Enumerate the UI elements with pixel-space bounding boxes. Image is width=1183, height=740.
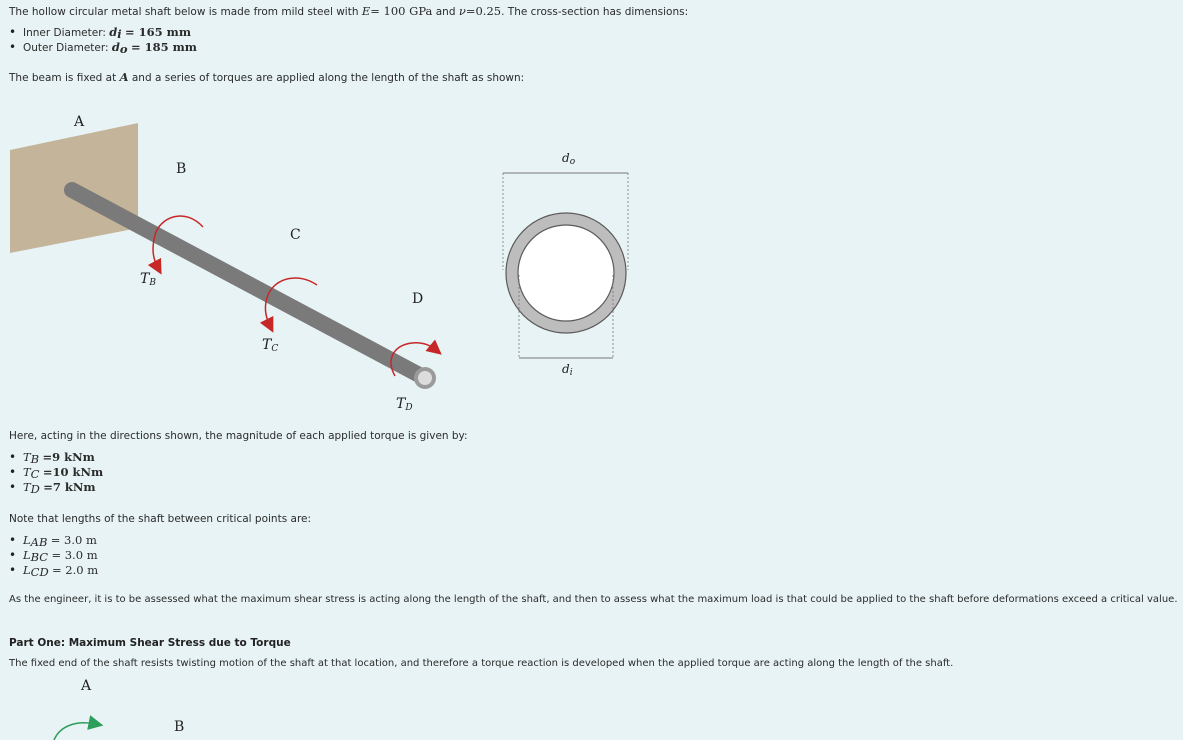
dimension-value: = 185 mm: [130, 40, 197, 54]
label-a: A: [74, 114, 85, 130]
dimensions-list: [9, 25, 197, 55]
label-b: B: [176, 161, 187, 177]
dimension-symbol: d: [109, 25, 118, 39]
dimension-label: Outer Diameter:: [23, 42, 109, 54]
part-one-text: The fixed end of the shaft resists twisting motion of the shaft at that location, and therefore a torque reaction is developed when the applied torque are acting along the length of the shaft.: [9, 658, 954, 669]
part-one-figure: [40, 712, 120, 740]
e-value: = 100 GPa: [370, 4, 433, 18]
dimension-symbol: d: [111, 40, 120, 54]
torques-list: [9, 450, 103, 495]
e-symbol: E: [361, 4, 371, 18]
nu-value: =0.25: [465, 4, 502, 18]
label-torque-b: $T_B$: [140, 271, 156, 288]
section-inner: [518, 225, 614, 321]
dimension-subscript: i: [117, 27, 122, 41]
fixed-text-b: and a series of torques are applied along the length of the shaft as shown:: [131, 72, 525, 84]
dimension-value: = 165 mm: [125, 25, 192, 39]
part-one-label-b: B: [174, 719, 185, 735]
torque-intro: Here, acting in the directions shown, the magnitude of each applied torque is given by:: [9, 430, 468, 442]
fixed-line: [9, 70, 524, 84]
part-one-label-a: A: [81, 678, 92, 694]
dimension-item: [9, 40, 197, 55]
fixed-text-a: The beam is fixed at: [9, 72, 117, 84]
dimension-label: Inner Diameter:: [23, 27, 106, 39]
label-d: D: [412, 291, 424, 307]
label-outer-diameter: $d_o$: [562, 151, 576, 167]
fixed-symbol: A: [119, 70, 129, 84]
part-one-heading: Part One: Maximum Shear Stress due to Torque: [9, 637, 291, 649]
dimension-item: [9, 25, 197, 40]
shaft-figure: [0, 100, 660, 430]
length-item: • $L_{AB} = 3.0$ m: [9, 533, 98, 548]
reaction-torque-arrow: [54, 723, 96, 740]
length-item: • $L_{BC} = 3.0$ m: [9, 548, 98, 563]
lengths-list: [9, 533, 98, 578]
label-torque-c: $T_C$: [262, 337, 279, 354]
label-torque-d: $T_D$: [396, 396, 413, 413]
intro-and: and: [435, 6, 456, 18]
label-c: C: [290, 227, 301, 243]
label-inner-diameter: $d_i$: [562, 362, 573, 378]
shaft-body: [72, 190, 425, 378]
lengths-intro: Note that lengths of the shaft between critical points are:: [9, 513, 312, 525]
intro-tail: . The cross-section has dimensions:: [501, 6, 689, 18]
shaft-bore: [418, 371, 432, 385]
torque-item: • $T_B =9$ kNm: [9, 450, 103, 465]
length-item: • $L_{CD} = 2.0$ m: [9, 563, 98, 578]
nu-symbol: ν: [458, 4, 466, 18]
torque-item: • $T_C =10$ kNm: [9, 465, 103, 480]
intro-line: [9, 4, 688, 18]
dimension-subscript: o: [119, 42, 128, 56]
torque-item: • $T_D =7$ kNm: [9, 480, 103, 495]
engineer-text: As the engineer, it is to be assessed what the maximum shear stress is acting along the length of the shaft, and then to assess what the maximum load is that could be applied to the shaft before deformations exceed a critical value.: [9, 594, 1178, 605]
intro-text: The hollow circular metal shaft below is made from mild steel with: [9, 6, 359, 18]
